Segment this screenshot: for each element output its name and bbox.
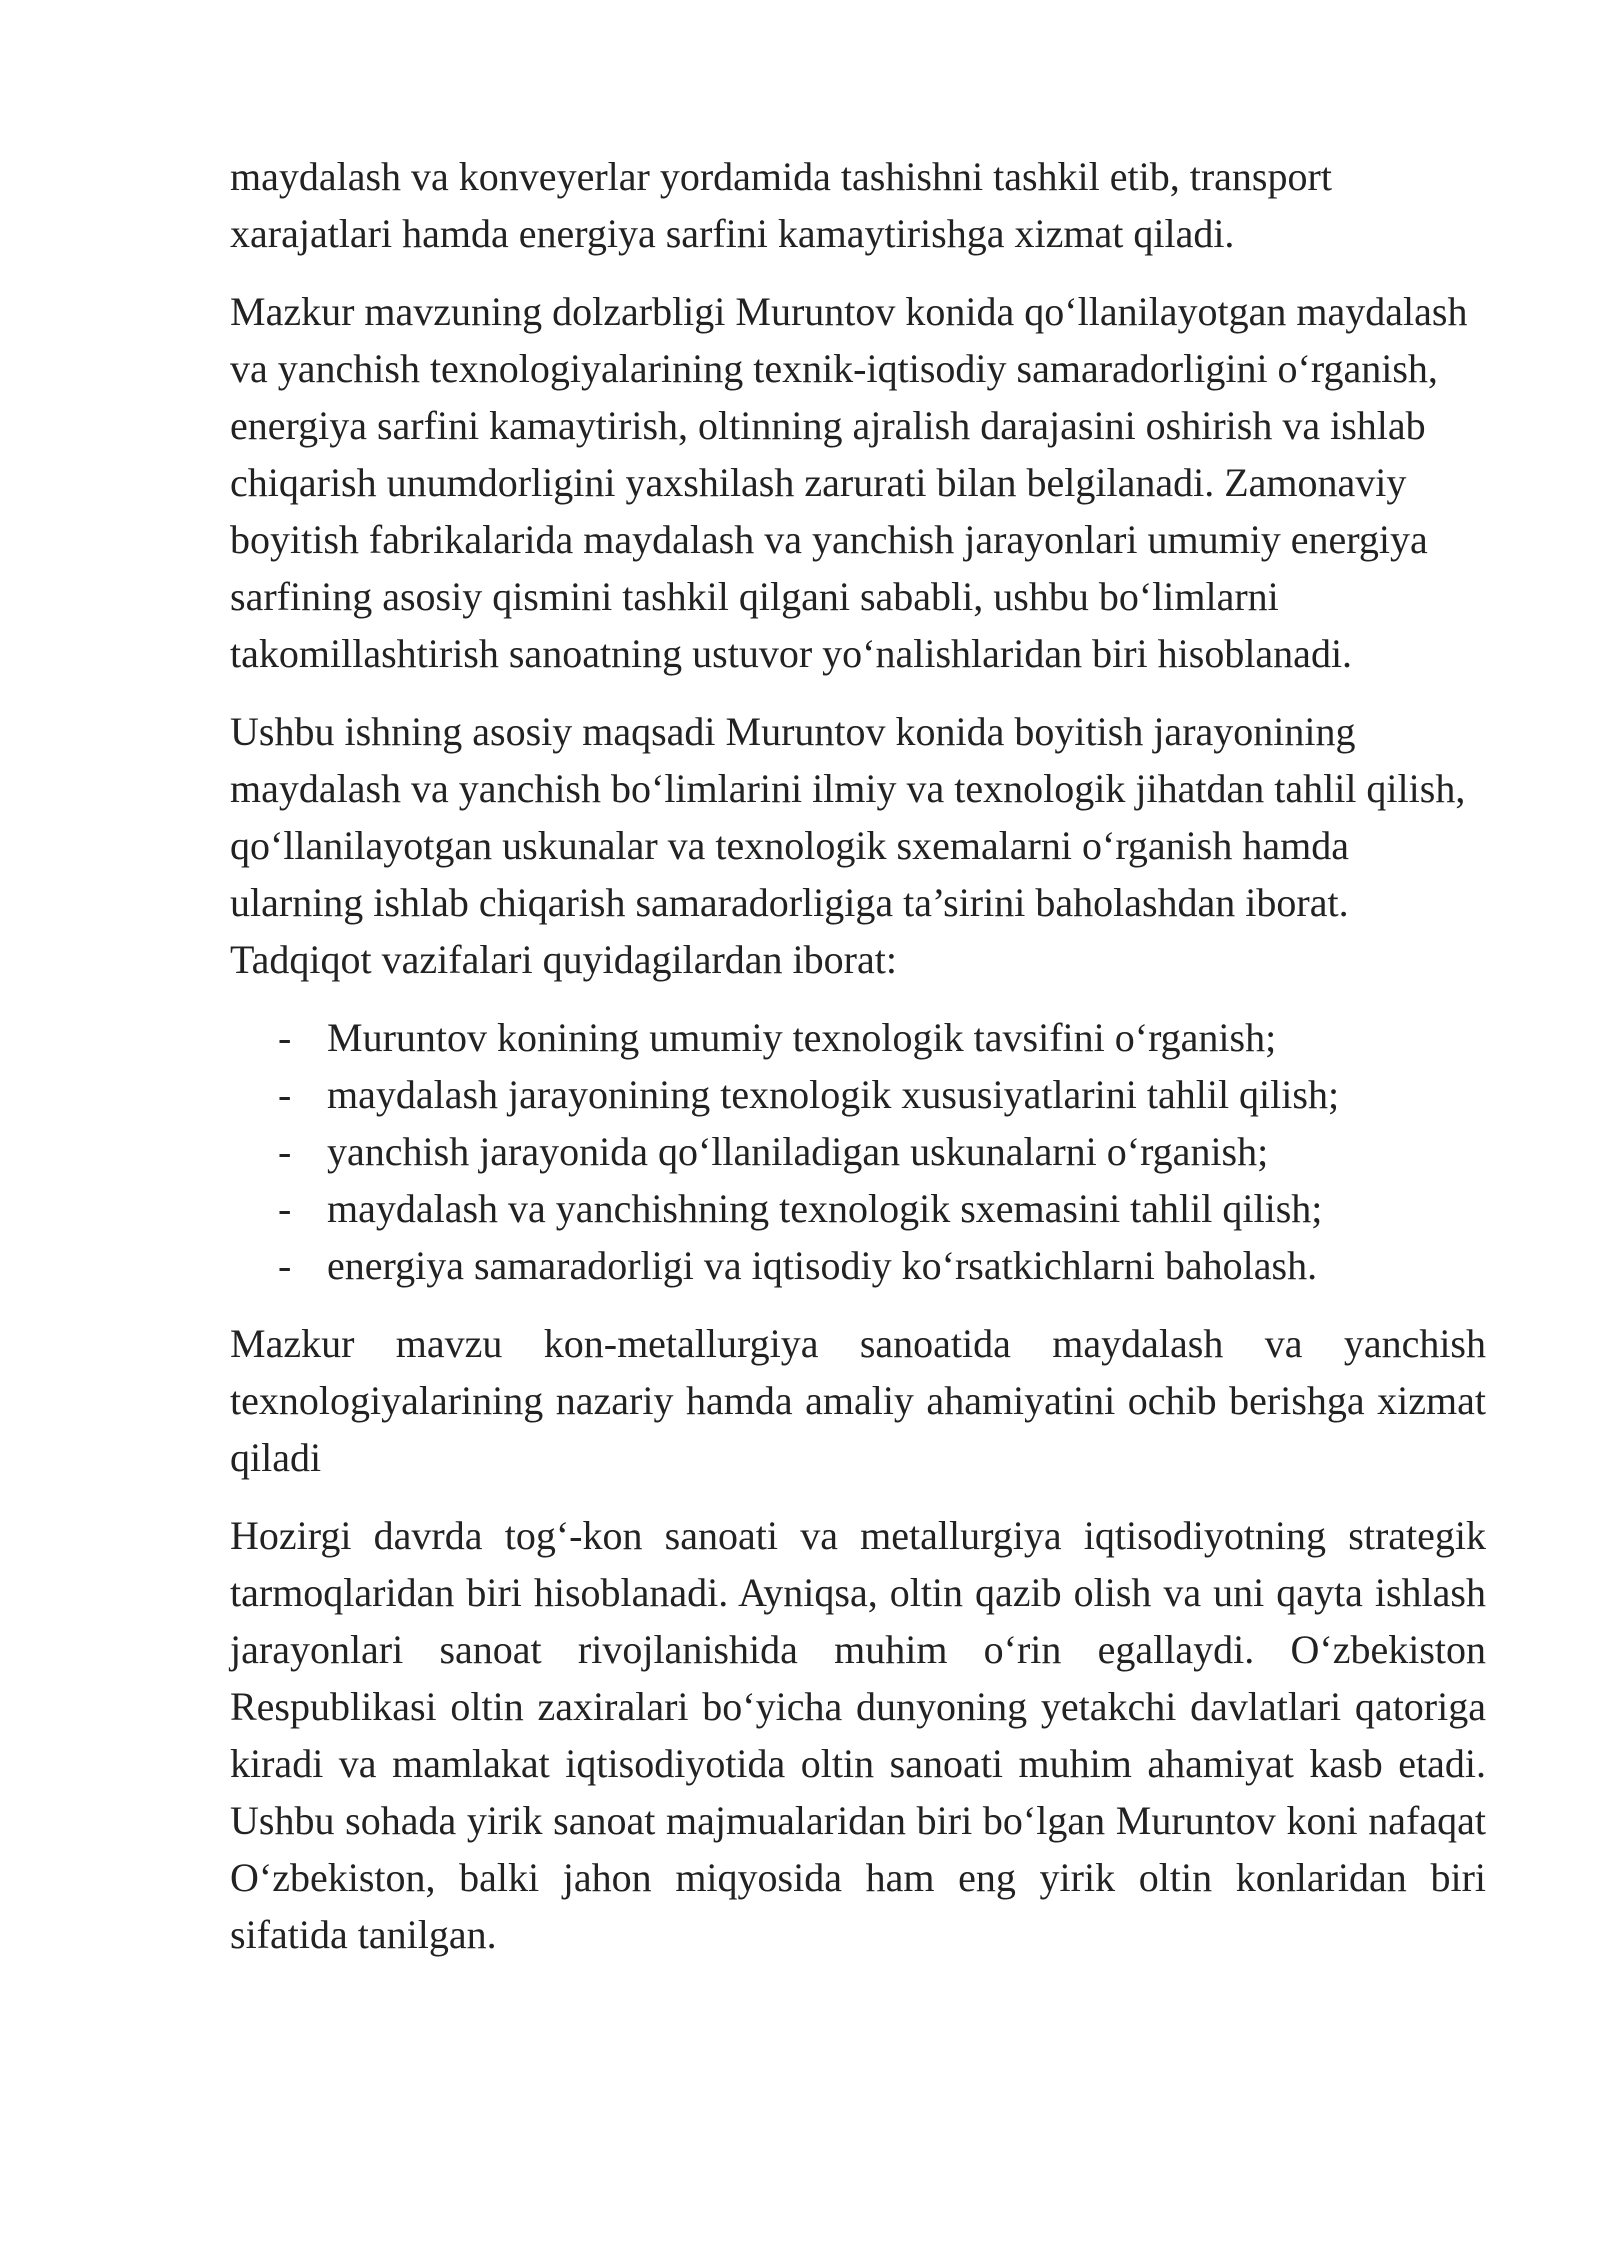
- list-dash-marker: -: [278, 1243, 292, 1288]
- list-item-text: maydalash jarayonining texnologik xususiyatlarini tahlil qilish;: [327, 1072, 1340, 1117]
- list-item: [230, 1009, 1486, 1066]
- list-item-text: energiya samaradorligi va iqtisodiy ko‘rsatkichlarni baholash.: [327, 1243, 1318, 1288]
- list-dash-marker: -: [278, 1015, 292, 1060]
- paragraph-aim: Ushbu ishning asosiy maqsadi Muruntov konida boyitish jarayonining maydalash va yanchish bo‘limlarini ilmiy va texnologik jihatdan tahlil qilish, qo‘llanilayotgan uskunalar va texnologik sxemalarni o‘rganish hamda ularning ishlab chiqarish samaradorligiga ta’sirini baholashdan iborat. Tadqiqot vazifalari quyidagilardan iborat:: [230, 709, 1466, 982]
- list-item-text: yanchish jarayonida qo‘llaniladigan uskunalarni o‘rganish;: [327, 1129, 1269, 1174]
- list-item-text: maydalash va yanchishning texnologik sxemasini tahlil qilish;: [327, 1186, 1323, 1231]
- paragraph-relevance: Mazkur mavzuning dolzarbligi Muruntov konida qo‘llanilayotgan maydalash va yanchish texnologiyalarining texnik-iqtisodiy samaradorligini o‘rganish, energiya sarfini kamaytirish, oltinning ajralish darajasini oshirish va ishlab chiqarish unumdorligini yaxshilash zarurati bilan belgilanadi. Zamonaviy boyitish fabrikalarida maydalash va yanchish jarayonlari umumiy energiya sarfining asosiy qismini tashkil qilgani sababli, ushbu bo‘limlarni takomillashtirish sanoatning ustuvor yo‘nalishlaridan biri hisoblanadi.: [230, 289, 1468, 676]
- paragraph-intro-continuation: maydalash va konveyerlar yordamida tashishni tashkil etib, transport xarajatlari hamda energiya sarfini kamaytirishga xizmat qiladi.: [230, 154, 1332, 256]
- list-dash-marker: -: [278, 1129, 292, 1174]
- paragraph-context: Hozirgi davrda tog‘-kon sanoati va metallurgiya iqtisodiyotning strategik tarmoqlaridan biri hisoblanadi. Ayniqsa, oltin qazib olish va uni qayta ishlash jarayonlari sanoat rivojlanishida muhim o‘rin egallaydi. O‘zbekiston Respublikasi oltin zaxiralari bo‘yicha dunyoning yetakchi davlatlari qatoriga kiradi va mamlakat iqtisodiyotida oltin sanoati muhim ahamiyat kasb etadi. Ushbu sohada yirik sanoat majmualaridan biri bo‘lgan Muruntov koni nafaqat O‘zbekiston, balki jahon miqyosida ham eng yirik oltin konlaridan biri sifatida tanilgan.: [230, 1513, 1486, 1957]
- list-item: [230, 1180, 1486, 1237]
- task-list: [230, 1009, 1486, 1294]
- list-item: [230, 1066, 1486, 1123]
- paragraph-significance: Mazkur mavzu kon-metallurgiya sanoatida maydalash va yanchish texnologiyalarining nazariy hamda amaliy ahamiyatini ochib berishga xizmat qiladi: [230, 1321, 1486, 1480]
- list-dash-marker: -: [278, 1072, 292, 1117]
- list-item-text: Muruntov konining umumiy texnologik tavsifini o‘rganish;: [327, 1015, 1277, 1060]
- list-dash-marker: -: [278, 1186, 292, 1231]
- list-item: [230, 1237, 1486, 1294]
- list-item: [230, 1123, 1486, 1180]
- document-body: [230, 148, 1486, 1984]
